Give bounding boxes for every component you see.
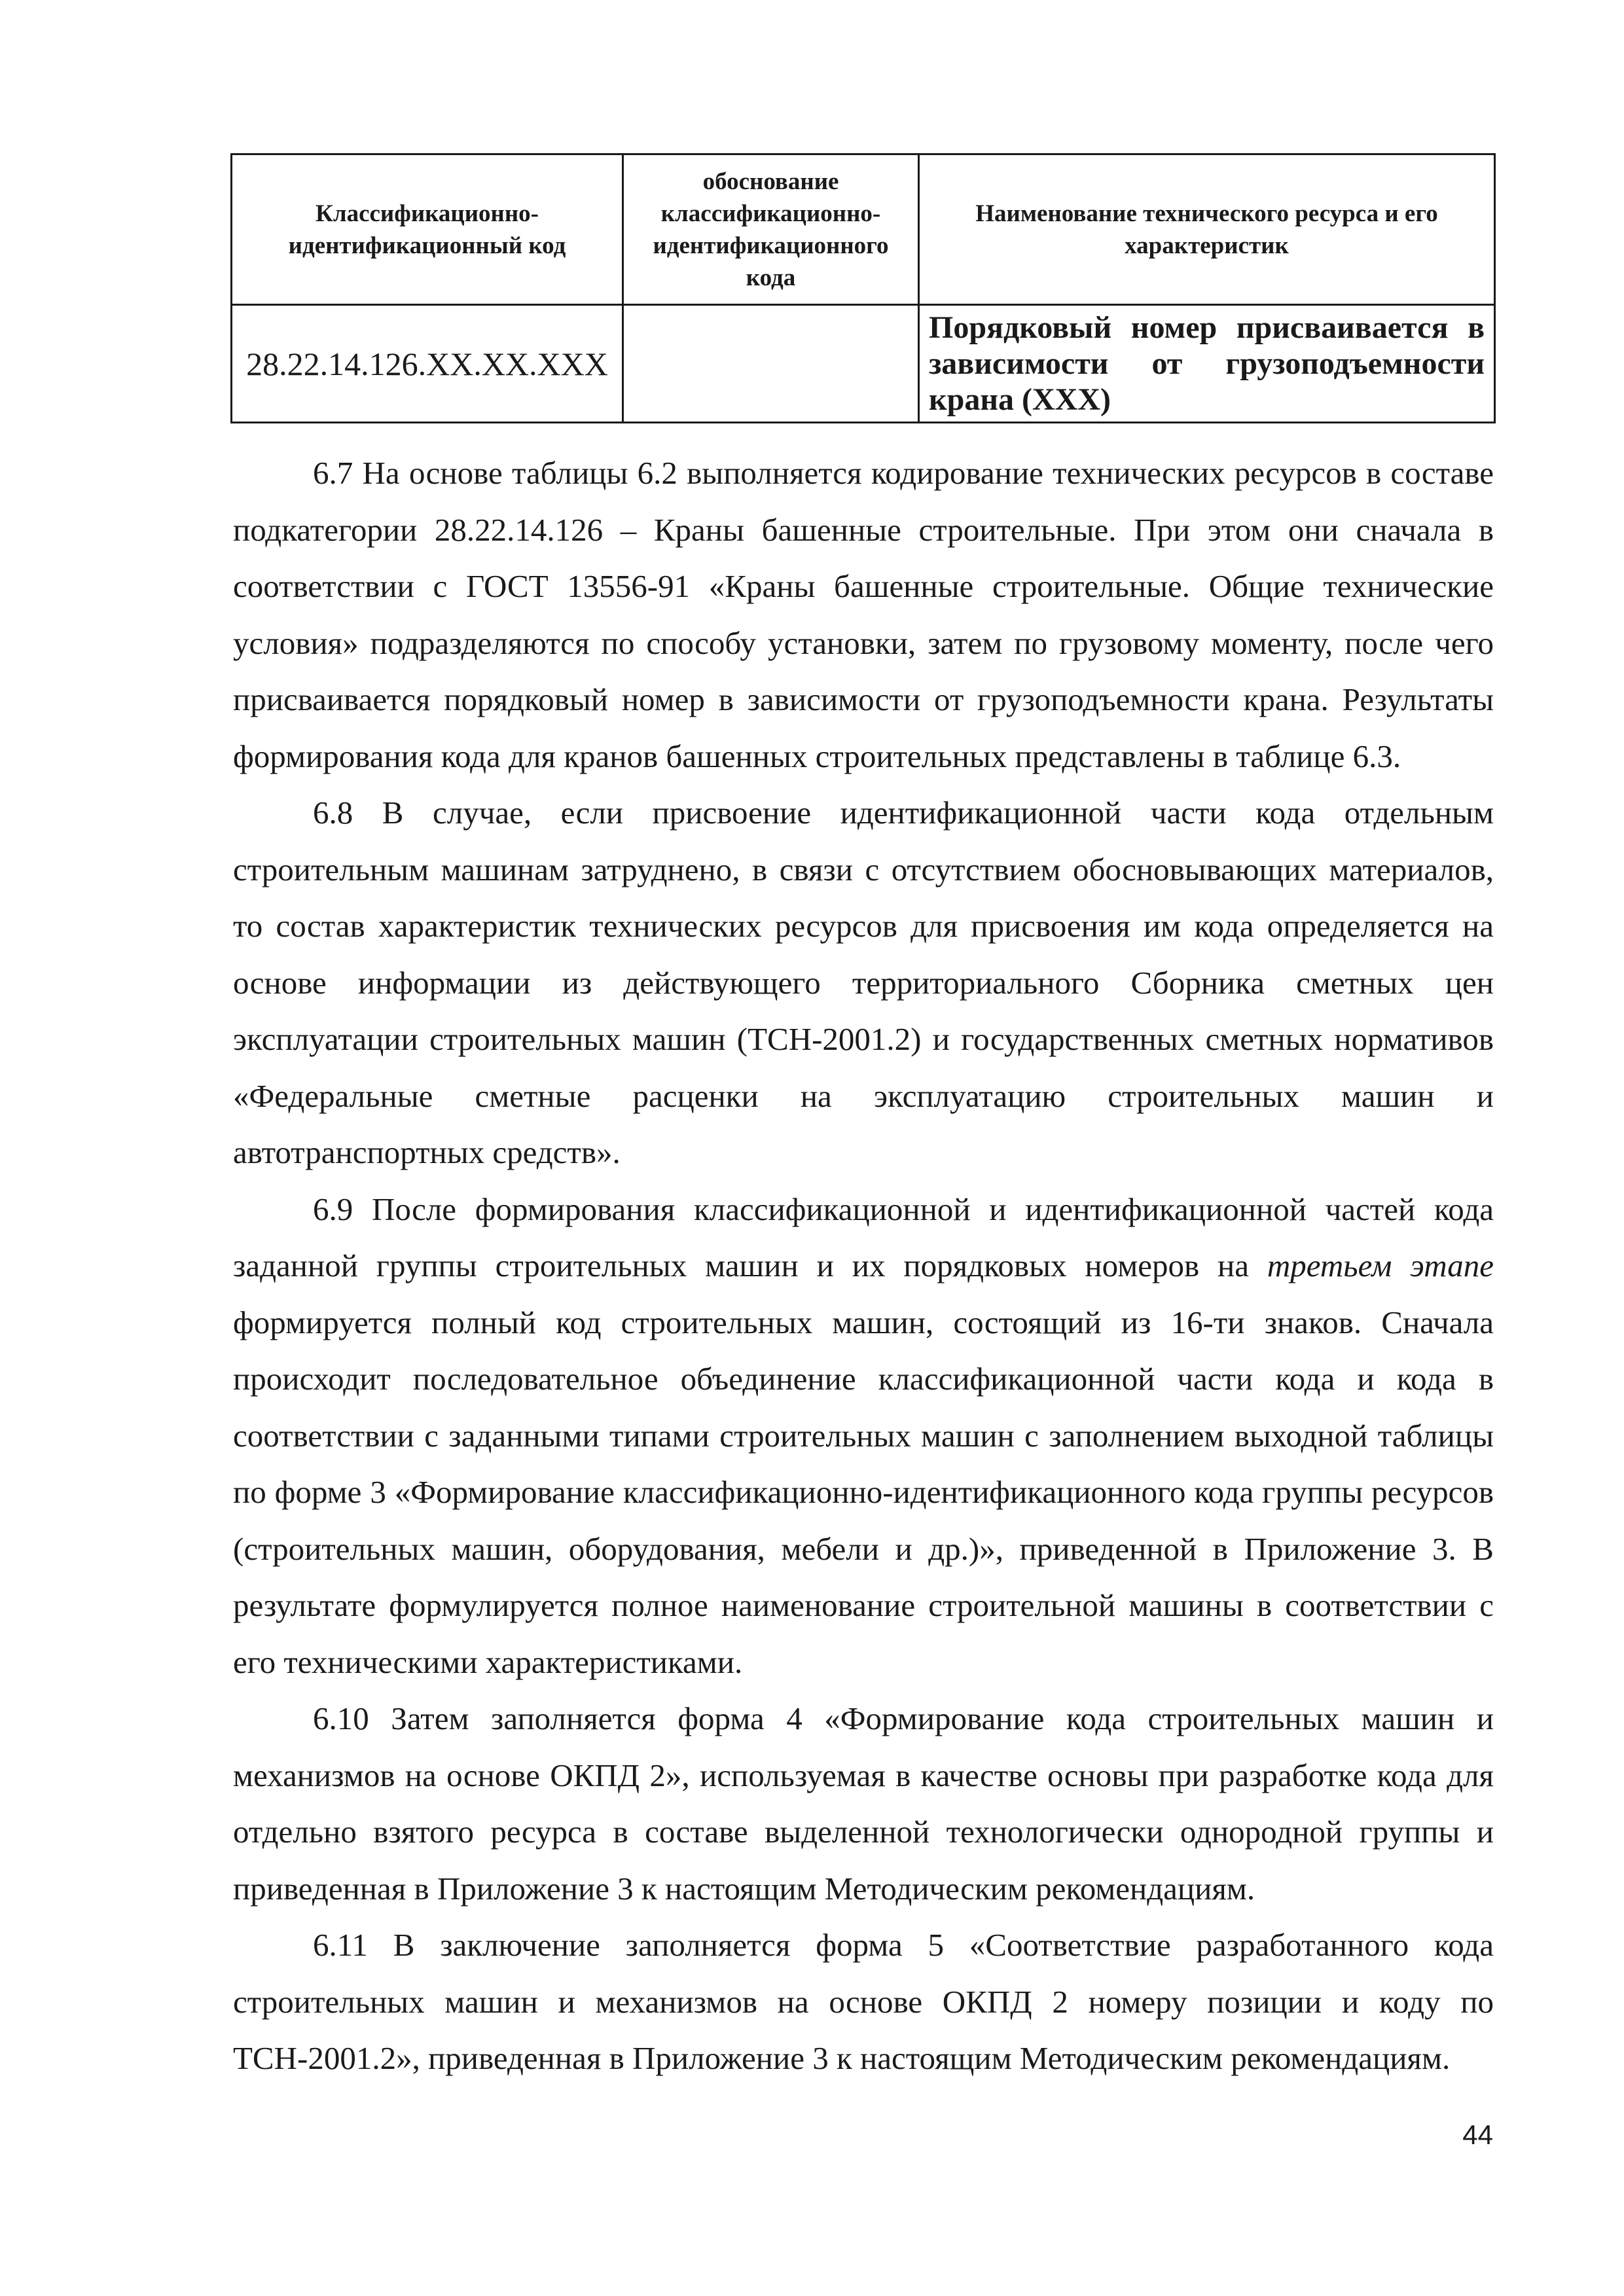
cell-resource-name: Порядковый номер присваивается в зависимости от грузоподъемности крана (ХХХ): [919, 305, 1495, 423]
page-number: 44: [1462, 2119, 1493, 2150]
paragraph-6-11: 6.11 В заключение заполняется форма 5 «Соответствие разработанного кода строительных машин и механизмов на основе ОКПД 2 номеру позиции и коду по ТСН-2001.2», приведенная в Приложение 3 к настоящим Методическим рекомендациям.: [233, 1927, 1494, 2076]
code-table: [230, 153, 1496, 423]
cell-code: 28.22.14.126.ХХ.ХХ.ХХХ: [232, 305, 623, 423]
table-row: [232, 305, 1495, 423]
paragraph-6-9-end: формируется полный код строительных машин, состоящий из 16-ти знаков. Сначала происходит последовательное объединение классификационной части кода и кода в соответствии с заданными типами строительных машин с заполнением выходной таблицы по форме 3 «Формирование классификационно-идентификационного кода группы ресурсов (строительных машин, оборудования, мебели и др.)», приведенной в Приложение 3. В результате формулируется полное наименование строительной машины в соответствии с его техническими характеристиками.: [233, 1304, 1494, 1680]
paragraph-6-9: [233, 1181, 1494, 1691]
paragraph-6-9-start: 6.9 После формирования классификационной и идентификационной частей кода заданной группы строительных машин и их порядковых номеров на: [233, 1191, 1494, 1283]
paragraph-6-7: 6.7 На основе таблицы 6.2 выполняется кодирование технических ресурсов в составе подкатегории 28.22.14.126 – Краны башенные строительные. При этом они сначала в соответствии с ГОСТ 13556-91 «Краны башенные строительные. Общие технические условия» подразделяются по способу установки, затем по грузовому моменту, после чего присваивается порядковый номер в зависимости от грузоподъемности крана. Результаты формирования кода для кранов башенных строительных представлены в таблице 6.3.: [233, 455, 1494, 774]
paragraph-6-10: 6.10 Затем заполняется форма 4 «Формирование кода строительных машин и механизмов на основе ОКПД 2», используемая в качестве основы при разработке кода для отдельно взятого ресурса в составе выделенной технологически однородной группы и приведенная в Приложение 3 к настоящим Методическим рекомендациям.: [233, 1700, 1494, 1907]
body-text: [233, 445, 1494, 2087]
header-code: Классификационно-идентификационный код: [232, 154, 623, 305]
paragraph-6-8: 6.8 В случае, если присвоение идентификационной части кода отдельным строительным машинам затруднено, в связи с отсутствием обосновывающих материалов, то состав характеристик технических ресурсов для присвоения им кода определяется на основе информации из действующего территориального Сборника сметных цен эксплуатации строительных машин (ТСН-2001.2) и государственных сметных нормативов «Федеральные сметные расценки на эксплуатацию строительных машин и автотранспортных средств».: [233, 795, 1494, 1170]
table-header-row: [232, 154, 1495, 305]
header-resource-name: Наименование технического ресурса и его характеристик: [919, 154, 1495, 305]
emphasis-third-stage: третьем этапе: [1267, 1247, 1494, 1283]
header-justification: обоснование классификационно-идентификационного кода: [623, 154, 919, 305]
cell-justification: [623, 305, 919, 423]
